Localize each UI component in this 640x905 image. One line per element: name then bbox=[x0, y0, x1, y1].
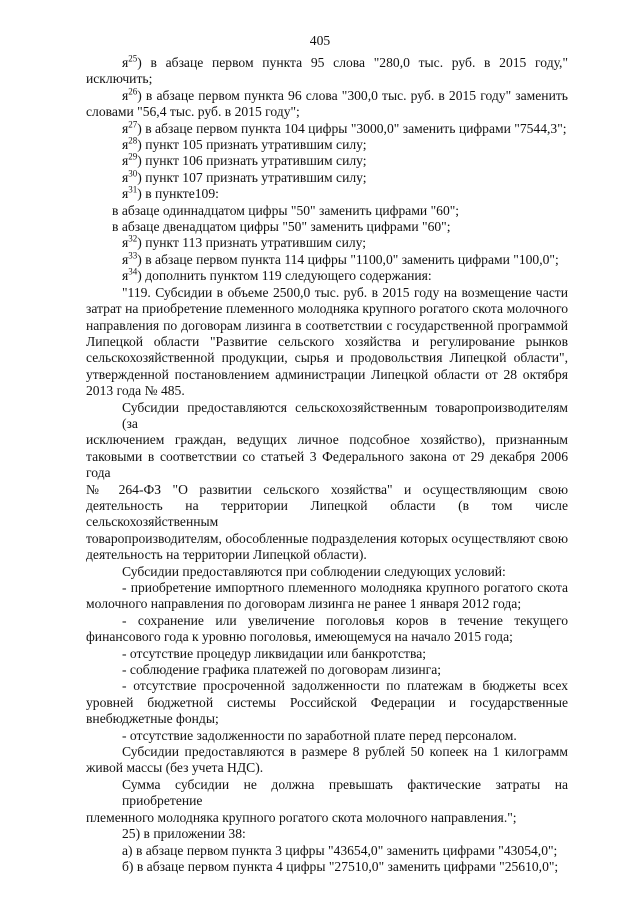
item-letter: я bbox=[122, 153, 129, 169]
item-superscript: 27 bbox=[128, 119, 138, 130]
text-line bbox=[86, 104, 568, 120]
text-line bbox=[86, 711, 568, 727]
text-line bbox=[86, 695, 568, 711]
line-text: № 264-ФЗ "О развитии сельского хозяйства" и осуществляющим свою bbox=[86, 481, 568, 497]
line-text: уровней бюджетной системы Российской Федерации и государственные bbox=[86, 694, 568, 710]
text-line bbox=[86, 170, 568, 186]
text-line bbox=[86, 843, 568, 859]
text-line bbox=[86, 350, 568, 366]
item-superscript: 28 bbox=[128, 135, 138, 146]
text-line bbox=[86, 219, 568, 235]
text-line bbox=[86, 367, 568, 383]
text-line bbox=[86, 153, 568, 169]
item-letter: я bbox=[122, 186, 129, 202]
item-letter: я bbox=[122, 268, 129, 284]
text-line bbox=[86, 88, 568, 104]
line-text: направления по договорам лизинга в соответствии с государственной программой bbox=[86, 317, 568, 333]
line-text: племенного молодняка крупного рогатого скота молочного направления."; bbox=[86, 809, 517, 825]
text-line bbox=[86, 826, 568, 842]
line-text: ) в абзаце первом пункта 104 цифры "3000,0" заменить цифрами "7544,3"; bbox=[137, 120, 567, 136]
item-superscript: 30 bbox=[128, 168, 138, 179]
item-letter: я bbox=[122, 120, 129, 136]
item-letter: я bbox=[122, 235, 129, 251]
text-line bbox=[86, 859, 568, 875]
text-line bbox=[86, 235, 568, 251]
item-letter: я bbox=[122, 251, 129, 267]
text-line bbox=[86, 137, 568, 153]
text-line bbox=[86, 268, 568, 284]
line-text: ) в абзаце первом пункта 95 слова "280,0 тыс. руб. в 2015 году," bbox=[137, 55, 568, 70]
line-text: сельскохозяйственной продукции, сырья и продовольствия Липецкой области", bbox=[86, 350, 568, 366]
text-line bbox=[86, 629, 568, 645]
text-line bbox=[86, 547, 568, 563]
text-line bbox=[86, 744, 568, 760]
text-line bbox=[86, 203, 568, 219]
text-line bbox=[86, 810, 568, 826]
line-text: ) пункт 107 признать утратившим силу; bbox=[137, 169, 367, 185]
text-line bbox=[86, 383, 568, 399]
line-text: внебюджетные фонды; bbox=[86, 711, 219, 727]
text-line bbox=[86, 678, 568, 694]
line-text: исключить; bbox=[86, 71, 153, 87]
line-text: Липецкой области "Развитие сельского хозяйства и регулирование рынков bbox=[86, 333, 568, 349]
line-text: ) пункт 113 признать утратившим силу; bbox=[137, 235, 367, 251]
item-superscript: 31 bbox=[128, 184, 138, 195]
line-text: - отсутствие задолженности по заработной плате перед персоналом. bbox=[122, 727, 517, 743]
item-letter: я bbox=[122, 169, 129, 185]
line-text: деятельность на территории Липецкой области (в том числе сельскохозяйственным bbox=[86, 497, 568, 530]
text-line bbox=[86, 301, 568, 317]
item-letter: я bbox=[122, 137, 129, 153]
item-superscript: 29 bbox=[128, 151, 138, 162]
line-text: Субсидии предоставляются в размере 8 рублей 50 копеек на 1 килограмм bbox=[122, 744, 568, 760]
text-line bbox=[86, 432, 568, 448]
text-line bbox=[86, 564, 568, 580]
line-text: живой массы (без учета НДС). bbox=[86, 760, 264, 776]
text-line bbox=[86, 121, 568, 137]
text-line bbox=[86, 334, 568, 350]
text-line bbox=[86, 318, 568, 334]
line-text: ) в пункте109: bbox=[137, 186, 219, 202]
line-text: - отсутствие процедур ликвидации или банкротства; bbox=[122, 645, 427, 661]
text-line bbox=[86, 55, 568, 71]
text-line bbox=[86, 498, 568, 531]
text-line bbox=[86, 728, 568, 744]
text-line bbox=[86, 613, 568, 629]
line-text: - сохранение или увеличение поголовья коров в течение текущего bbox=[122, 612, 568, 628]
line-text: таковыми в соответствии со статьей 3 Федерального закона от 29 декабря 2006 года bbox=[86, 448, 568, 481]
text-line bbox=[86, 186, 568, 202]
line-text: "119. Субсидии в объеме 2500,0 тыс. руб. в 2015 году на возмещение части bbox=[122, 284, 568, 300]
line-text: 25) в приложении 38: bbox=[122, 826, 246, 842]
line-text: ) в абзаце первом пункта 96 слова "300,0 тыс. руб. в 2015 году" заменить bbox=[137, 87, 568, 103]
line-text: в абзаце двенадцатом цифры "50" заменить цифрами "60"; bbox=[112, 219, 451, 235]
line-text: ) пункт 105 признать утратившим силу; bbox=[137, 137, 367, 153]
line-text: молочного направления по договорам лизинга не ранее 1 января 2012 года; bbox=[86, 596, 522, 612]
line-text: в абзаце одиннадцатом цифры "50" заменить цифрами "60"; bbox=[112, 202, 460, 218]
text-line bbox=[86, 400, 568, 433]
text-line bbox=[86, 71, 568, 87]
line-text: ) пункт 106 признать утратившим силу; bbox=[137, 153, 367, 169]
line-text: - соблюдение графика платежей по договорам лизинга; bbox=[122, 662, 442, 678]
text-line bbox=[86, 580, 568, 596]
text-line bbox=[86, 596, 568, 612]
line-text: Субсидии предоставляются сельскохозяйственным товаропроизводителям (за bbox=[122, 399, 568, 431]
line-text: затрат на приобретение племенного молодняка крупного рогатого скота молочного bbox=[86, 301, 568, 317]
item-superscript: 26 bbox=[128, 86, 138, 97]
text-line bbox=[86, 482, 568, 498]
item-superscript: 32 bbox=[128, 233, 138, 244]
line-text: словами "56,4 тыс. руб. в 2015 году"; bbox=[86, 104, 300, 120]
line-text: - отсутствие просроченной задолженности по платежам в бюджеты всех bbox=[122, 678, 568, 694]
item-superscript: 33 bbox=[128, 250, 138, 261]
text-line bbox=[86, 662, 568, 678]
line-text: а) в абзаце первом пункта 3 цифры "43654,0" заменить цифрами "43054,0"; bbox=[122, 842, 558, 858]
page-number: 405 bbox=[309, 33, 331, 48]
item-letter: я bbox=[122, 55, 129, 70]
line-text: ) дополнить пунктом 119 следующего содержания: bbox=[137, 268, 432, 284]
line-text: Субсидии предоставляются при соблюдении следующих условий: bbox=[122, 563, 506, 579]
text-line bbox=[86, 449, 568, 482]
text-line bbox=[86, 777, 568, 810]
line-text: - приобретение импортного племенного молодняка крупного рогатого скота bbox=[122, 580, 568, 595]
item-superscript: 25 bbox=[128, 53, 138, 64]
line-text: 2013 года № 485. bbox=[86, 383, 185, 399]
line-text: б) в абзаце первом пункта 4 цифры "27510,0" заменить цифрами "25610,0"; bbox=[122, 858, 559, 874]
text-line bbox=[86, 646, 568, 662]
text-line bbox=[86, 252, 568, 268]
text-line bbox=[86, 531, 568, 547]
line-text: Сумма субсидии не должна превышать фактические затраты на приобретение bbox=[122, 776, 568, 809]
document-body bbox=[86, 55, 568, 875]
line-text: товаропроизводителям, обособленные подразделения которых осуществляют свою bbox=[86, 530, 568, 546]
item-superscript: 34 bbox=[128, 266, 138, 277]
text-line bbox=[86, 760, 568, 776]
line-text: ) в абзаце первом пункта 114 цифры "1100,0" заменить цифрами "100,0"; bbox=[137, 251, 559, 267]
text-line bbox=[86, 285, 568, 301]
line-text: финансового года к уровню поголовья, имеющемуся на начало 2015 года; bbox=[86, 629, 513, 645]
line-text: утвержденной постановлением администрации Липецкой области от 28 октября bbox=[86, 366, 568, 382]
item-letter: я bbox=[122, 87, 129, 103]
line-text: деятельность на территории Липецкой области). bbox=[86, 547, 367, 563]
line-text: исключением граждан, ведущих личное подсобное хозяйство), признанным bbox=[86, 432, 568, 448]
